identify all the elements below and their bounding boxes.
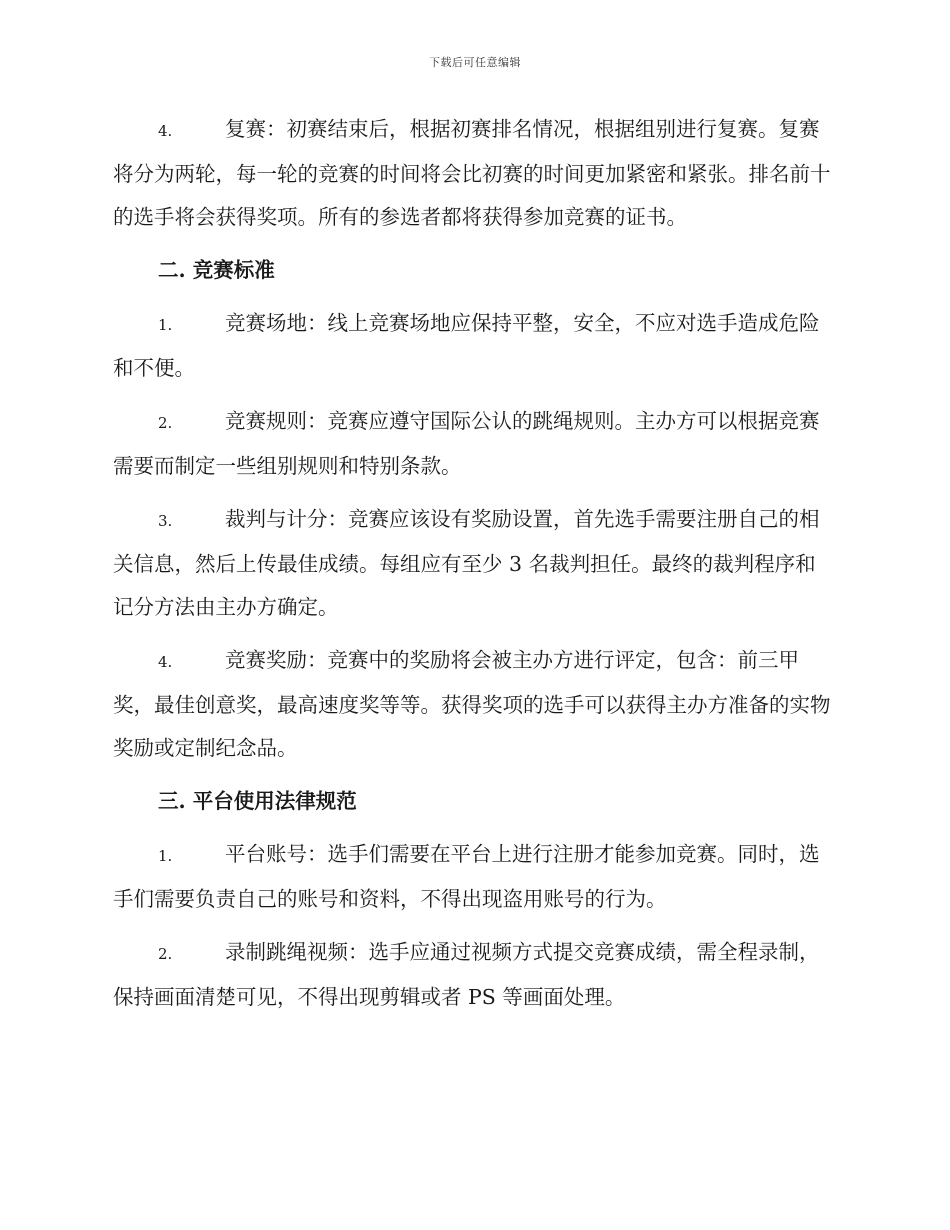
- section-heading: 二. 竞赛标准: [158, 258, 275, 282]
- section-heading: 三. 平台使用法律规范: [158, 789, 357, 813]
- list-item: [113, 108, 835, 239]
- list-item: [113, 498, 835, 629]
- paragraph-text: 平台账号：选手们需要在平台上进行注册才能参加竞赛。同时，选手们需要负责自己的账号和资料，不得出现盗用账号的行为。: [113, 842, 820, 911]
- list-number: 4.: [158, 653, 173, 671]
- list-item: [113, 931, 835, 1019]
- list-item: [113, 833, 835, 921]
- paragraph-text: 录制跳绳视频：选手应通过视频方式提交竞赛成绩，需全程录制，保持画面清楚可见，不得出现剪辑或者 PS 等画面处理。: [113, 940, 820, 1009]
- list-number: 1.: [158, 847, 173, 865]
- list-number: 1.: [158, 316, 173, 334]
- list-number: 3.: [158, 512, 173, 530]
- list-item: [113, 639, 835, 770]
- document-body: [113, 108, 835, 1029]
- list-item: [113, 400, 835, 488]
- list-item: [113, 302, 835, 390]
- list-number: 4.: [158, 122, 173, 140]
- paragraph-text: 竞赛规则：竞赛应遵守国际公认的跳绳规则。主办方可以根据竞赛需要而制定一些组别规则和特别条款。: [113, 409, 820, 478]
- paragraph-text: 复赛：初赛结束后，根据初赛排名情况，根据组别进行复赛。复赛将分为两轮，每一轮的竞赛的时间将会比初赛的时间更加紧密和紧张。排名前十的选手将会获得奖项。所有的参选者都将获得参加竞赛的证书。: [113, 117, 831, 229]
- list-number: 2.: [158, 414, 173, 432]
- paragraph-text: 竞赛奖励：竞赛中的奖励将会被主办方进行评定，包含：前三甲奖，最佳创意奖，最高速度奖等等。获得奖项的选手可以获得主办方准备的实物奖励或定制纪念品。: [113, 648, 831, 760]
- page-header: 下载后可任意编辑: [429, 56, 521, 69]
- paragraph-text: 裁判与计分：竞赛应该设有奖励设置，首先选手需要注册自己的相关信息，然后上传最佳成绩。每组应有至少 3 名裁判担任。最终的裁判程序和记分方法由主办方确定。: [113, 507, 820, 619]
- list-number: 2.: [158, 945, 173, 963]
- paragraph-text: 竞赛场地：线上竞赛场地应保持平整，安全，不应对选手造成危险和不便。: [113, 311, 820, 380]
